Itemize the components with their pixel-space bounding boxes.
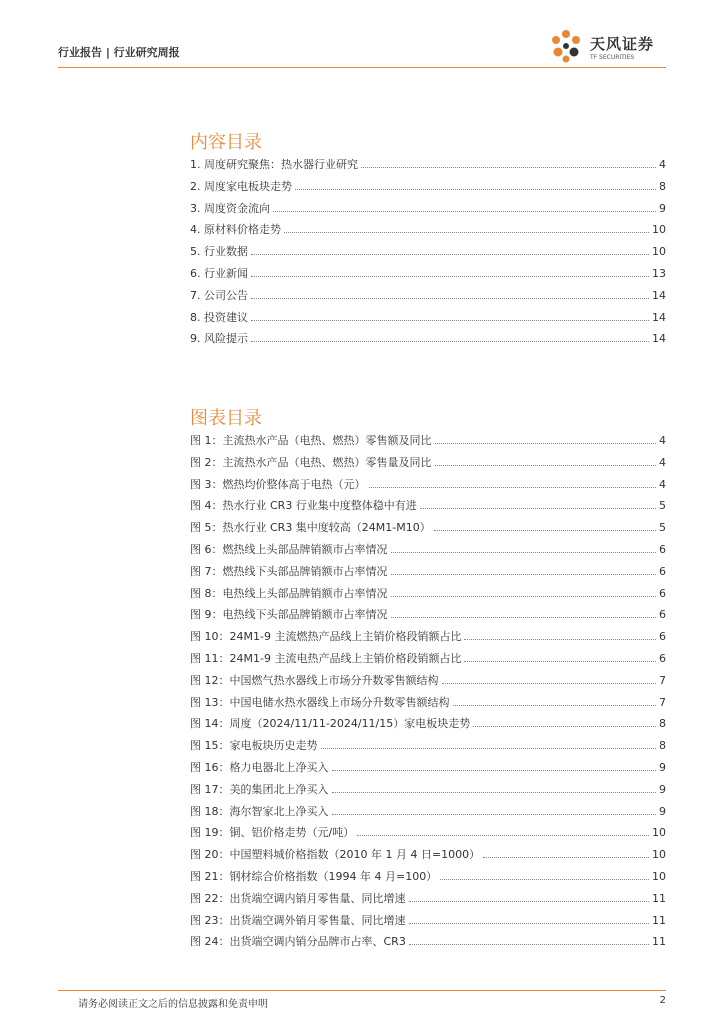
- entry-page-number: 11: [652, 913, 666, 927]
- dot-leader: [473, 726, 656, 727]
- entry-label: 图 6：燃热线上头部品牌销额市占率情况: [190, 542, 388, 556]
- figure-entry[interactable]: [190, 715, 666, 737]
- entry-page-number: 5: [659, 521, 666, 535]
- figure-entry[interactable]: [190, 497, 666, 519]
- figure-entry[interactable]: [190, 476, 666, 498]
- dot-leader: [321, 748, 657, 749]
- entry-page-number: 9: [659, 760, 666, 774]
- entry-page-number: 10: [652, 826, 666, 840]
- company-logo: [546, 24, 666, 68]
- entry-label: 图 17：美的集团北上净买入: [190, 782, 329, 796]
- figures-title: 图表目录: [190, 408, 262, 429]
- dot-leader: [251, 320, 649, 321]
- toc-entry[interactable]: [190, 265, 666, 287]
- dot-leader: [440, 879, 649, 880]
- figure-entry[interactable]: [190, 606, 666, 628]
- entry-label: 图 15：家电板块历史走势: [190, 739, 318, 753]
- entry-label: 图 12：中国燃气热水器线上市场分升数零售额结构: [190, 673, 439, 687]
- dot-leader: [435, 443, 657, 444]
- entry-page-number: 4: [659, 455, 666, 469]
- entry-page-number: 10: [652, 848, 666, 862]
- dot-leader: [391, 574, 657, 575]
- contents-list: [190, 156, 666, 352]
- entry-label: 图 18：海尔智家北上净买入: [190, 804, 329, 818]
- dot-leader: [434, 530, 656, 531]
- entry-label: 图 19：铜、铝价格走势（元/吨）: [190, 826, 355, 840]
- entry-page-number: 11: [652, 935, 666, 949]
- dot-leader: [332, 814, 657, 815]
- dot-leader: [361, 167, 656, 168]
- figure-entry[interactable]: [190, 519, 666, 541]
- entry-label: 图 11：24M1-9 主流电热产品线上主销价格段销额占比: [190, 651, 462, 665]
- entry-page-number: 11: [652, 891, 666, 905]
- entry-page-number: 4: [659, 477, 666, 491]
- dot-leader: [409, 901, 650, 902]
- dot-leader: [332, 792, 657, 793]
- dot-leader: [391, 552, 657, 553]
- dot-leader: [464, 661, 656, 662]
- dot-leader: [332, 770, 657, 771]
- figure-entry[interactable]: [190, 650, 666, 672]
- entry-page-number: 10: [652, 869, 666, 883]
- entry-label: 5. 行业数据: [190, 245, 248, 259]
- dot-leader: [251, 298, 649, 299]
- dot-leader: [391, 596, 657, 597]
- figure-entry[interactable]: [190, 563, 666, 585]
- entry-label: 图 10：24M1-9 主流燃热产品线上主销价格段销额占比: [190, 630, 462, 644]
- entry-page-number: 6: [659, 542, 666, 556]
- toc-entry[interactable]: [190, 200, 666, 222]
- dot-leader: [251, 276, 649, 277]
- dot-leader: [442, 683, 657, 684]
- figures-list: [190, 432, 666, 955]
- dot-leader: [284, 232, 649, 233]
- entry-label: 9. 风险提示: [190, 332, 248, 346]
- entry-page-number: 7: [659, 673, 666, 687]
- entry-label: 图 5：热水行业 CR3 集中度较高（24M1-M10）: [190, 521, 431, 535]
- contents-title: 内容目录: [190, 132, 262, 153]
- dot-leader: [483, 857, 649, 858]
- figure-entry[interactable]: [190, 824, 666, 846]
- entry-page-number: 10: [652, 223, 666, 237]
- entry-label: 图 20：中国塑料城价格指数（2010 年 1 月 4 日=1000）: [190, 848, 481, 862]
- entry-page-number: 5: [659, 499, 666, 513]
- entry-page-number: 10: [652, 245, 666, 259]
- dot-leader: [435, 465, 657, 466]
- entry-label: 8. 投资建议: [190, 310, 248, 324]
- entry-page-number: 6: [659, 651, 666, 665]
- entry-label: 6. 行业新闻: [190, 266, 248, 280]
- dot-leader: [420, 508, 656, 509]
- entry-page-number: 7: [659, 695, 666, 709]
- entry-label: 图 3：燃热均价整体高于电热（元）: [190, 477, 366, 491]
- dot-leader: [251, 254, 649, 255]
- dot-leader: [391, 617, 657, 618]
- entry-label: 图 23：出货端空调外销月零售量、同比增速: [190, 913, 406, 927]
- page-number: 2: [659, 995, 666, 1006]
- figure-entry[interactable]: [190, 694, 666, 716]
- dot-leader: [409, 944, 649, 945]
- entry-label: 图 4：热水行业 CR3 行业集中度整体稳中有进: [190, 499, 417, 513]
- dot-leader: [453, 705, 657, 706]
- toc-entry[interactable]: [190, 330, 666, 352]
- entry-label: 图 13：中国电储水热水器线上市场分升数零售额结构: [190, 695, 450, 709]
- entry-label: 图 22：出货端空调内销月零售量、同比增速: [190, 891, 406, 905]
- entry-label: 图 21：钢材综合价格指数（1994 年 4 月=100）: [190, 869, 438, 883]
- toc-entry[interactable]: [190, 287, 666, 309]
- entry-label: 图 16：格力电器北上净买入: [190, 760, 329, 774]
- figure-entry[interactable]: [190, 868, 666, 890]
- dot-leader: [409, 923, 650, 924]
- entry-label: 2. 周度家电板块走势: [190, 179, 292, 193]
- figure-entry[interactable]: [190, 803, 666, 825]
- entry-page-number: 6: [659, 564, 666, 578]
- header-divider: [58, 67, 666, 68]
- figure-entry[interactable]: [190, 585, 666, 607]
- dot-leader: [369, 487, 657, 488]
- dot-leader: [273, 211, 656, 212]
- figure-entry[interactable]: [190, 933, 666, 955]
- toc-entry[interactable]: [190, 309, 666, 331]
- entry-page-number: 8: [659, 179, 666, 193]
- dot-leader: [251, 341, 649, 342]
- entry-label: 图 7：燃热线下头部品牌销额市占率情况: [190, 564, 388, 578]
- entry-label: 7. 公司公告: [190, 288, 248, 302]
- entry-page-number: 4: [659, 158, 666, 171]
- entry-label: 3. 周度资金流向: [190, 201, 270, 215]
- figure-entry[interactable]: [190, 737, 666, 759]
- entry-label: 图 1：主流热水产品（电热、燃热）零售额及同比: [190, 434, 432, 447]
- entry-label: 图 24：出货端空调内销分品牌市占率、CR3: [190, 935, 406, 949]
- report-type-label: 行业报告 | 行业研究周报: [58, 46, 180, 59]
- figure-entry[interactable]: [190, 890, 666, 912]
- entry-page-number: 8: [659, 739, 666, 753]
- toc-entry[interactable]: [190, 178, 666, 200]
- entry-label: 图 14：周度（2024/11/11-2024/11/15）家电板块走势: [190, 717, 471, 731]
- footer-divider: [58, 990, 666, 991]
- entry-page-number: 9: [659, 782, 666, 796]
- figure-entry[interactable]: [190, 454, 666, 476]
- entry-page-number: 6: [659, 608, 666, 622]
- entry-page-number: 13: [652, 266, 666, 280]
- entry-page-number: 9: [659, 201, 666, 215]
- entry-page-number: 14: [652, 332, 666, 346]
- figure-entry[interactable]: [190, 759, 666, 781]
- figure-entry[interactable]: [190, 541, 666, 563]
- entry-label: 图 2：主流热水产品（电热、燃热）零售量及同比: [190, 455, 432, 469]
- toc-entry[interactable]: [190, 221, 666, 243]
- figure-entry[interactable]: [190, 628, 666, 650]
- entry-page-number: 9: [659, 804, 666, 818]
- dot-leader: [295, 189, 656, 190]
- entry-page-number: 14: [652, 288, 666, 302]
- logo-flower-icon: [546, 26, 586, 66]
- entry-label: 4. 原材料价格走势: [190, 223, 281, 237]
- toc-entry[interactable]: [190, 243, 666, 265]
- entry-label: 图 9：电热线下头部品牌销额市占率情况: [190, 608, 388, 622]
- figure-entry[interactable]: [190, 912, 666, 934]
- figure-entry[interactable]: [190, 781, 666, 803]
- figure-entry[interactable]: [190, 432, 666, 454]
- entry-page-number: 6: [659, 586, 666, 600]
- entry-page-number: 6: [659, 630, 666, 644]
- entry-page-number: 14: [652, 310, 666, 324]
- figure-entry[interactable]: [190, 672, 666, 694]
- page-header: [58, 35, 666, 66]
- logo-english-name: TF SECURITIES: [590, 54, 635, 61]
- logo-chinese-name: 天风证券: [590, 35, 655, 53]
- entry-page-number: 4: [659, 434, 666, 447]
- footer-disclaimer: 请务必阅读正文之后的信息披露和免责申明: [78, 999, 268, 1010]
- dot-leader: [357, 835, 649, 836]
- dot-leader: [464, 639, 656, 640]
- entry-page-number: 8: [659, 717, 666, 731]
- entry-label: 图 8：电热线上头部品牌销额市占率情况: [190, 586, 388, 600]
- entry-label: 1. 周度研究聚焦：热水器行业研究: [190, 158, 358, 171]
- toc-entry[interactable]: [190, 156, 666, 178]
- figure-entry[interactable]: [190, 846, 666, 868]
